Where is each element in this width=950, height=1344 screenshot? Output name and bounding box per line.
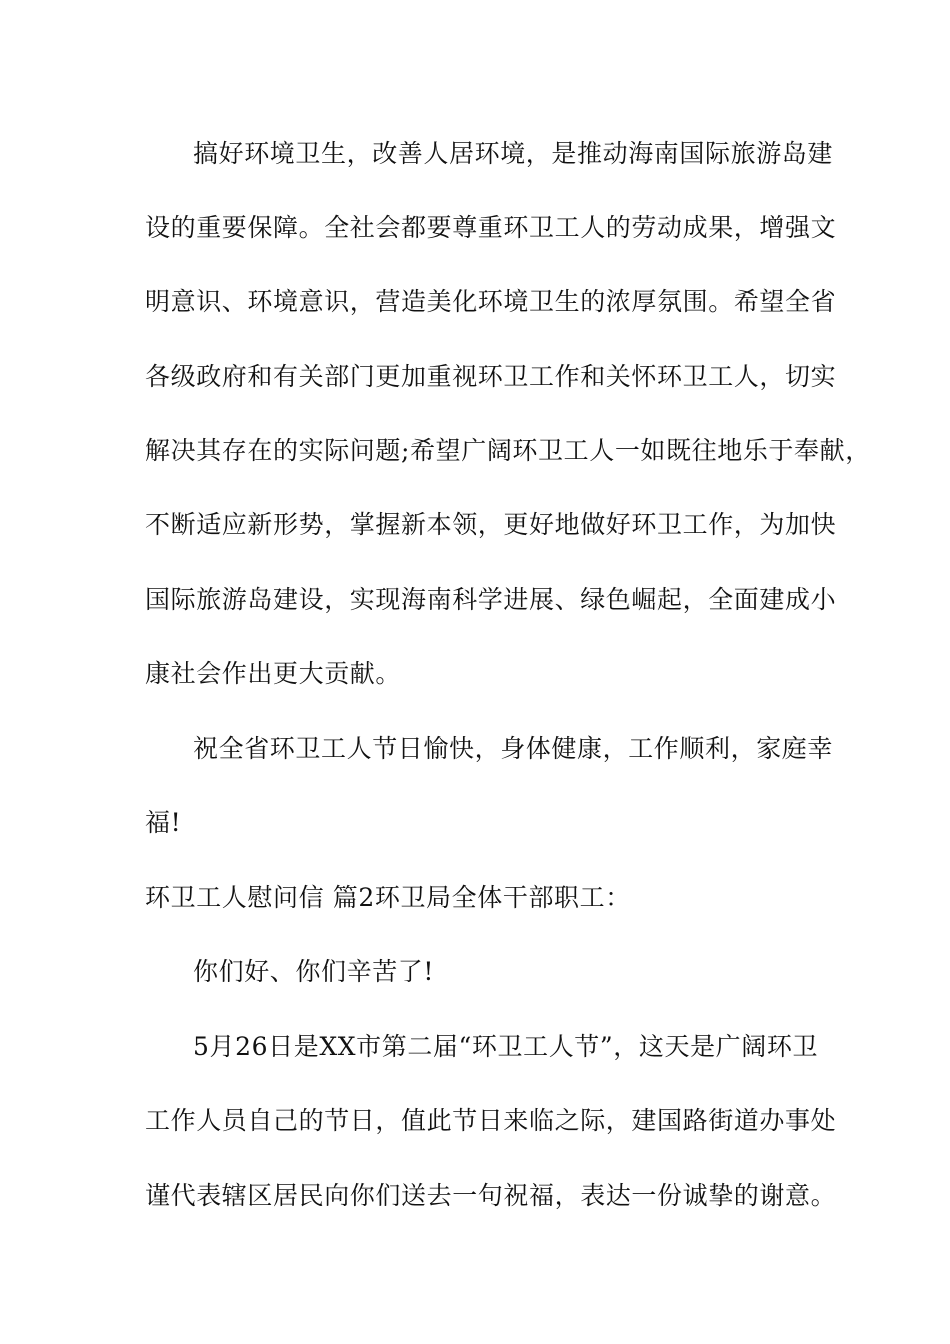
paragraph-1-line-1: 搞好环境卫生，改善人居环境，是推动海南国际旅游岛建	[193, 139, 834, 168]
paragraph-1-line-3: 明意识、环境意识，营造美化环境卫生的浓厚氛围。希望全省	[145, 287, 837, 316]
paragraph-2-line-1: 祝全省环卫工人节日愉快，身体健康，工作顺利，家庭幸	[193, 734, 834, 763]
paragraph-1-line-6: 不断适应新形势，掌握新本领，更好地做好环卫工作，为加快	[145, 510, 837, 539]
paragraph-1-line-7: 国际旅游岛建设，实现海南科学进展、绿色崛起，全面建成小	[145, 585, 837, 614]
greeting: 你们好、你们辛苦了!	[193, 957, 435, 986]
paragraph-2-line-2: 福!	[145, 808, 182, 837]
paragraph-1-line-8: 康社会作出更大贡献。	[145, 659, 402, 688]
paragraph-3-line-2: 工作人员自己的节日，值此节日来临之际，建国路街道办事处	[145, 1106, 837, 1135]
letter-heading: 环卫工人慰问信 篇2环卫局全体干部职工：	[145, 883, 631, 912]
paragraph-1-line-5: 解决其存在的实际问题;希望广阔环卫工人一如既往地乐于奉献，	[145, 436, 871, 465]
paragraph-3-line-1: 5月26日是XX市第二届“环卫工人节”，这天是广阔环卫	[193, 1032, 819, 1061]
paragraph-1-line-4: 各级政府和有关部门更加重视环卫工作和关怀环卫工人，切实	[145, 362, 837, 391]
paragraph-1-line-2: 设的重要保障。全社会都要尊重环卫工人的劳动成果，增强文	[145, 213, 837, 242]
paragraph-3-line-3: 谨代表辖区居民向你们送去一句祝福，表达一份诚挚的谢意。	[145, 1181, 837, 1210]
